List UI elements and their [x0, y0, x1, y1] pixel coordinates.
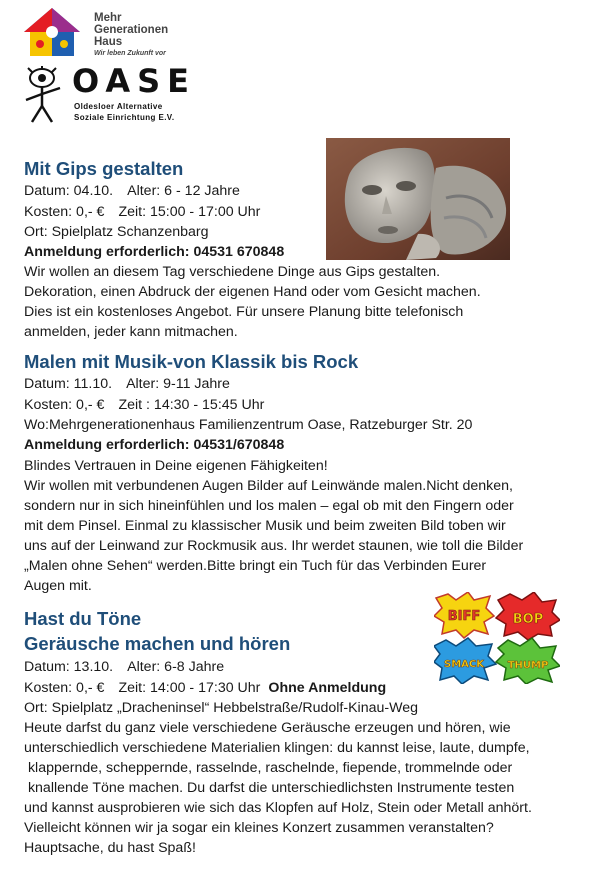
plaster-mask-photo [326, 138, 510, 260]
event1-registration: Anmeldung erforderlich: 04531 670848 [24, 244, 285, 260]
event2-age: Alter: 9-11 Jahre [126, 376, 230, 392]
oase-subline1: Oldesloer Alternative [74, 102, 163, 111]
event3-cost: Kosten: 0,- € [24, 680, 105, 696]
event2-desc-line: Wir wollen mit verbundenen Augen Bilder auf Leinwände malen.Nicht denken, [24, 478, 513, 494]
event1-desc-line: Wir wollen an diesem Tag verschiedene Dinge aus Gips gestalten. [24, 264, 441, 280]
event1-date: Datum: 04.10. [24, 183, 114, 199]
event3-title: Hast du Töne [24, 608, 142, 629]
event2-registration: Anmeldung erforderlich: 04531/670848 [24, 437, 285, 453]
event2-desc-line: Augen mit. [24, 578, 92, 594]
sticker-biff-text: BIFF [447, 609, 481, 624]
event3-desc-line: unterschiedlich verschiedene Materialien klingen: du kannst leise, laute, dumpfe, [24, 740, 530, 756]
bop-sticker [496, 592, 560, 640]
event3-desc-line: klappernde, scheppernde, rasselnde, raschelnde, fiepende, trommelnde oder [24, 760, 513, 776]
event2-date: Datum: 11.10. [24, 376, 113, 392]
house-logo-icon [22, 6, 82, 58]
comic-stickers-image [434, 592, 560, 684]
logo1-line2: Generationen [94, 24, 169, 36]
event2-desc-line: sondern nur in sich hineinfühlen und los malen – egal ob mit den Fingern oder [24, 498, 514, 514]
event1-age: Alter: 6 - 12 Jahre [127, 183, 240, 199]
event1-time: Zeit: 15:00 - 17:00 Uhr [118, 204, 261, 220]
event1-desc-line: anmelden, jeder kann mitmachen. [24, 324, 238, 340]
event2-cost-time [24, 395, 264, 415]
smack-sticker [434, 638, 496, 684]
mehrgenerationenhaus-logo [22, 6, 192, 60]
event1-desc-line: Dies ist ein kostenloses Angebot. Für unsere Planung bitte telefonisch [24, 304, 464, 320]
oase-subline2: Soziale Einrichtung E.V. [74, 113, 175, 122]
event3-no-registration: Ohne Anmeldung [268, 680, 387, 696]
thump-sticker [496, 638, 560, 684]
event3-desc-line: Heute darfst du ganz viele verschiedene Geräusche erzeugen und hören, wie [24, 720, 511, 736]
sticker-thump-text: THUMP [507, 660, 549, 671]
event1-title: Mit Gips gestalten [24, 158, 184, 179]
event2-desc-line: mit dem Pinsel. Einmal zu klassischer Musik und beim zweiten Bild toben wir [24, 518, 506, 534]
event2-cost: Kosten: 0,- € [24, 397, 105, 413]
event2-title: Malen mit Musik-von Klassik bis Rock [24, 351, 359, 372]
event1-cost-time [24, 202, 260, 222]
logo1-line1: Mehr [94, 12, 122, 24]
event3-desc-line: Vielleicht können wir ja sogar ein kleines Konzert zusammen veranstalten? [24, 820, 494, 836]
event3-date: Datum: 13.10. [24, 659, 114, 675]
sticker-smack-text: SMACK [444, 659, 484, 670]
biff-sticker [434, 592, 494, 638]
event2-time: Zeit : 14:30 - 15:45 Uhr [118, 397, 265, 413]
event3-place: Ort: Spielplatz „Dracheninsel“ Hebbelstraße/Rudolf-Kinau-Weg [24, 700, 419, 716]
event2-desc-line: uns auf der Leinwand zur Rockmusik aus. Ihr werdet staunen, wie toll die Bilder [24, 538, 524, 554]
event1-cost: Kosten: 0,- € [24, 204, 105, 220]
event3-desc-line: und kannst ausprobieren wie sich das Klopfen auf Holz, Stein oder Metall anhört. [24, 800, 532, 816]
sticker-bop-text: BOP [512, 612, 544, 627]
event2-desc-line: „Malen ohne Sehen“ werden.Bitte bringt ein Tuch für das Verbinden Eurer [24, 558, 487, 574]
logo1-tagline: Wir leben Zukunft vor [94, 50, 166, 57]
event2-date-age [24, 374, 230, 394]
event3-subtitle: Geräusche machen und hören [24, 633, 291, 654]
event2-desc-line: Blindes Vertrauen in Deine eigenen Fähigkeiten! [24, 458, 328, 474]
event3-time: Zeit: 14:00 - 17:30 Uhr [118, 680, 261, 696]
logo1-line3: Haus [94, 36, 123, 48]
event3-desc-line: Hauptsache, du hast Spaß! [24, 840, 196, 856]
oase-wordmark: OASE [72, 62, 197, 100]
event1-date-age [24, 181, 240, 201]
event3-cost-time [24, 678, 386, 698]
event3-age: Alter: 6-8 Jahre [127, 659, 225, 675]
stick-figure-icon [20, 64, 66, 124]
oase-logo [20, 64, 200, 126]
event1-place: Ort: Spielplatz Schanzenbarg [24, 224, 209, 240]
event1-desc-line: Dekoration, einen Abdruck der eigenen Hand oder vom Gesicht machen. [24, 284, 481, 300]
event2-place: Wo:Mehrgenerationenhaus Familienzentrum Oase, Ratzeburger Str. 20 [24, 417, 473, 433]
event3-desc-line: knallende Töne machen. Du darfst die unterschiedlichsten Instrumente testen [24, 780, 515, 796]
event3-date-age [24, 657, 224, 677]
